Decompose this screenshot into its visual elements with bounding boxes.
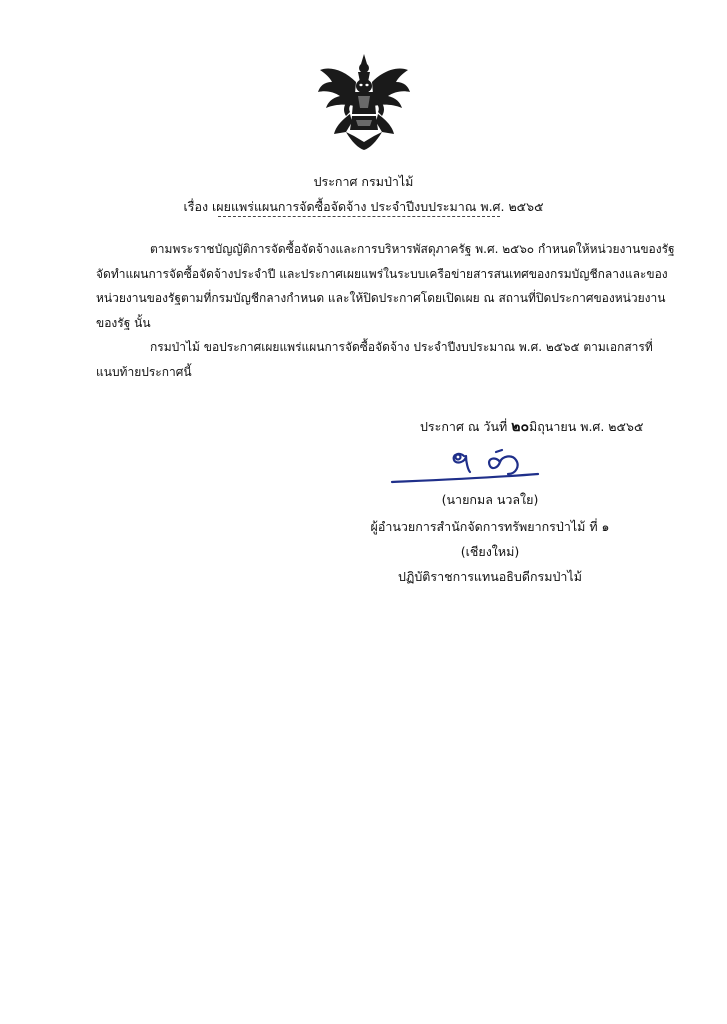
body-line: กรมป่าไม้ ขอประกาศเผยแพร่แผนการจัดซื้อจัดจ้าง ประจำปีงบประมาณ พ.ศ. ๒๕๖๕ ตามเอกสารที่: [150, 340, 653, 354]
announcement-issuer: ประกาศ กรมป่าไม้: [313, 174, 414, 189]
body-line: ของรัฐ นั้น: [96, 315, 151, 330]
body-paragraph-2: [96, 335, 653, 384]
handwritten-signature: [388, 448, 558, 486]
signatory-acting-for: ปฏิบัติราชการแทนอธิบดีกรมป่าไม้: [398, 569, 582, 584]
body-line: หน่วยงานของรัฐตามที่กรมบัญชีกลางกำหนด และให้ปิดประกาศโดยเปิดเผย ณ สถานที่ปิดประกาศของหน่วยงาน: [96, 291, 666, 305]
dashed-divider: [218, 216, 500, 217]
signatory-position: ผู้อำนวยการสำนักจัดการทรัพยากรป่าไม้ ที่ ๑: [370, 519, 610, 534]
body-paragraph-1: [96, 237, 675, 335]
signatory-name: (นายกมล นวลใย): [441, 492, 539, 507]
body-line: แนบท้ายประกาศนี้: [96, 364, 192, 379]
body-line: ตามพระราชบัญญัติการจัดซื้อจัดจ้างและการบริหารพัสดุภาครัฐ พ.ศ. ๒๕๖๐ กำหนดให้หน่วยงานของรัฐ: [150, 242, 675, 256]
date-prefix: ประกาศ ณ วันที่: [420, 419, 508, 434]
announced-date: [420, 416, 643, 438]
date-month-year: มิถุนายน พ.ศ. ๒๕๖๕: [529, 419, 644, 434]
body-line: จัดทำแผนการจัดซื้อจัดจ้างประจำปี และประกาศเผยแพร่ในระบบเครือข่ายสารสนเทศของกรมบัญชีกลางและของ: [96, 266, 668, 281]
announcement-subject: เรื่อง เผยแพร่แผนการจัดซื้อจัดจ้าง ประจำปีงบประมาณ พ.ศ. ๒๕๖๕: [183, 199, 544, 214]
garuda-emblem-icon: [316, 52, 412, 152]
signatory-location: (เชียงใหม่): [460, 544, 520, 559]
date-day: ๒๐: [511, 419, 529, 435]
